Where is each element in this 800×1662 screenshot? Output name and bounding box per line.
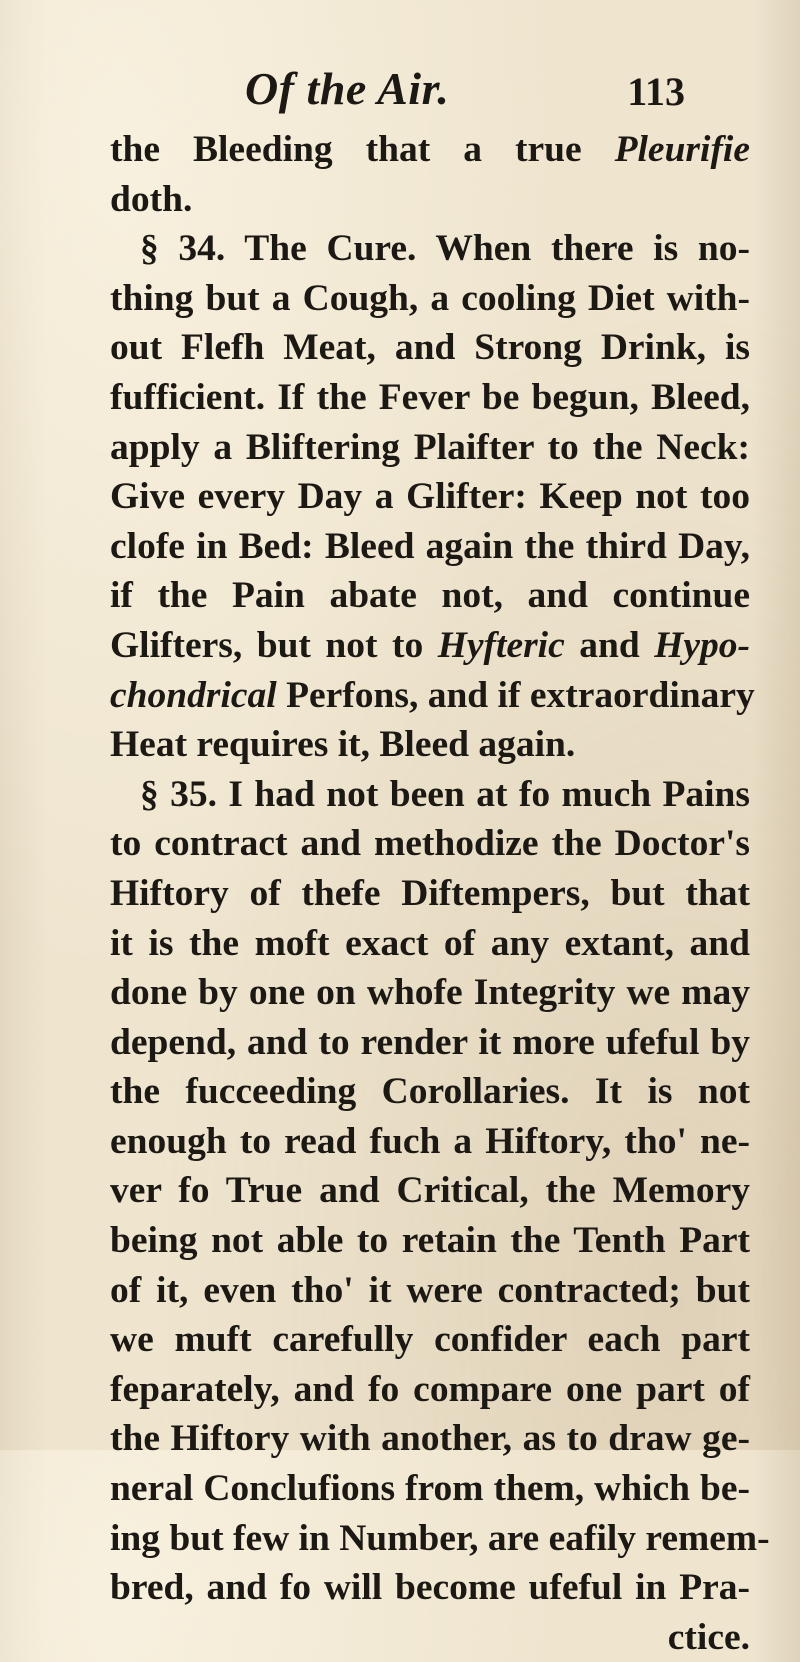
text-segment: enough to read fuch a Hiftory, tho' ne- [110,1120,750,1162]
text-line [110,1613,750,1662]
text-line [110,175,750,225]
text-line [110,472,750,522]
text-segment: neral Conclufions from them, which be- [110,1468,750,1510]
text-line [110,1365,750,1415]
italic-segment: chondrical [110,674,277,716]
text-segment: of it, even tho' it were contracted; but [110,1269,750,1311]
text-line [110,1216,750,1266]
text-line [110,224,750,274]
text-line [110,1018,750,1068]
text-segment: doth. [110,178,193,220]
text-line [110,373,750,423]
text-line [110,423,750,473]
text-line [110,1266,750,1316]
text-segment: it is the moft exact of any extant, and [110,922,750,964]
text-segment: to contract and methodize the Doctor's [110,823,750,865]
text-line [110,323,750,373]
text-segment: ing but few in Number, are eafily remem- [110,1517,770,1559]
text-segment: being not able to retain the Tenth Part [110,1220,750,1262]
text-line [110,1315,750,1365]
text-segment: done by one on whofe Integrity we may [110,972,750,1014]
text-line [110,522,750,572]
text-segment: the Hiftory with another, as to draw ge- [110,1418,750,1460]
text-line [110,968,750,1018]
text-line [110,770,750,820]
body-text [110,125,770,1662]
text-segment: bred, and fo will become ufeful in Pra- [110,1567,750,1609]
text-line [110,869,750,919]
text-line [110,1166,750,1216]
text-segment: the fucceeding Corollaries. It is not [110,1071,750,1113]
text-segment: apply a Bliftering Plaifter to the Neck: [110,426,750,468]
text-segment: ver fo True and Critical, the Memory [110,1170,750,1212]
text-line [110,1563,750,1613]
text-segment: fufficient. If the Fever be begun, Bleed, [110,376,750,418]
text-line [110,919,750,969]
text-line [110,125,750,175]
text-line [110,1514,770,1564]
text-segment: § 35. I had not been at fo much Pains [140,773,750,815]
italic-segment: Pleurifie [614,129,750,170]
text-segment: the Bleeding that a true [110,129,615,170]
italic-segment: Hyfteric [437,624,565,666]
text-line [110,1414,750,1464]
text-segment: Perfons, and if extraordinary [276,674,755,716]
text-line [110,1067,750,1117]
page-header [245,62,685,118]
text-segment: depend, and to render it more ufeful by [110,1021,750,1063]
text-line [110,720,750,770]
running-title: Of the Air. [245,63,450,114]
italic-segment: Hypo- [654,624,750,666]
text-segment: out Flefh Meat, and Strong Drink, is [110,327,750,369]
text-line [110,819,750,869]
page-number: 113 [627,69,685,114]
text-segment: ctice. [667,1616,750,1658]
text-segment: we muft carefully confider each part [110,1319,750,1361]
text-segment: Heat requires it, Bleed again. [110,724,576,766]
text-segment: Give every Day a Glifter: Keep not too [110,476,750,518]
text-segment: feparately, and fo compare one part of [110,1368,750,1410]
text-line [110,621,750,671]
text-segment: and [564,624,655,666]
text-line [110,571,750,621]
text-segment: thing but a Cough, a cooling Diet with- [110,277,750,319]
text-segment: Glifters, but not to [110,624,438,666]
text-line [110,274,750,324]
text-line [110,671,755,721]
text-segment: if the Pain abate not, and continue [110,575,750,617]
text-line [110,1117,750,1167]
text-segment: clofe in Bed: Bleed again the third Day, [110,525,750,567]
text-segment: Hiftory of thefe Diftempers, but that [110,872,750,914]
text-segment: § 34. The Cure. When there is no- [140,228,750,270]
text-line [110,1464,750,1514]
